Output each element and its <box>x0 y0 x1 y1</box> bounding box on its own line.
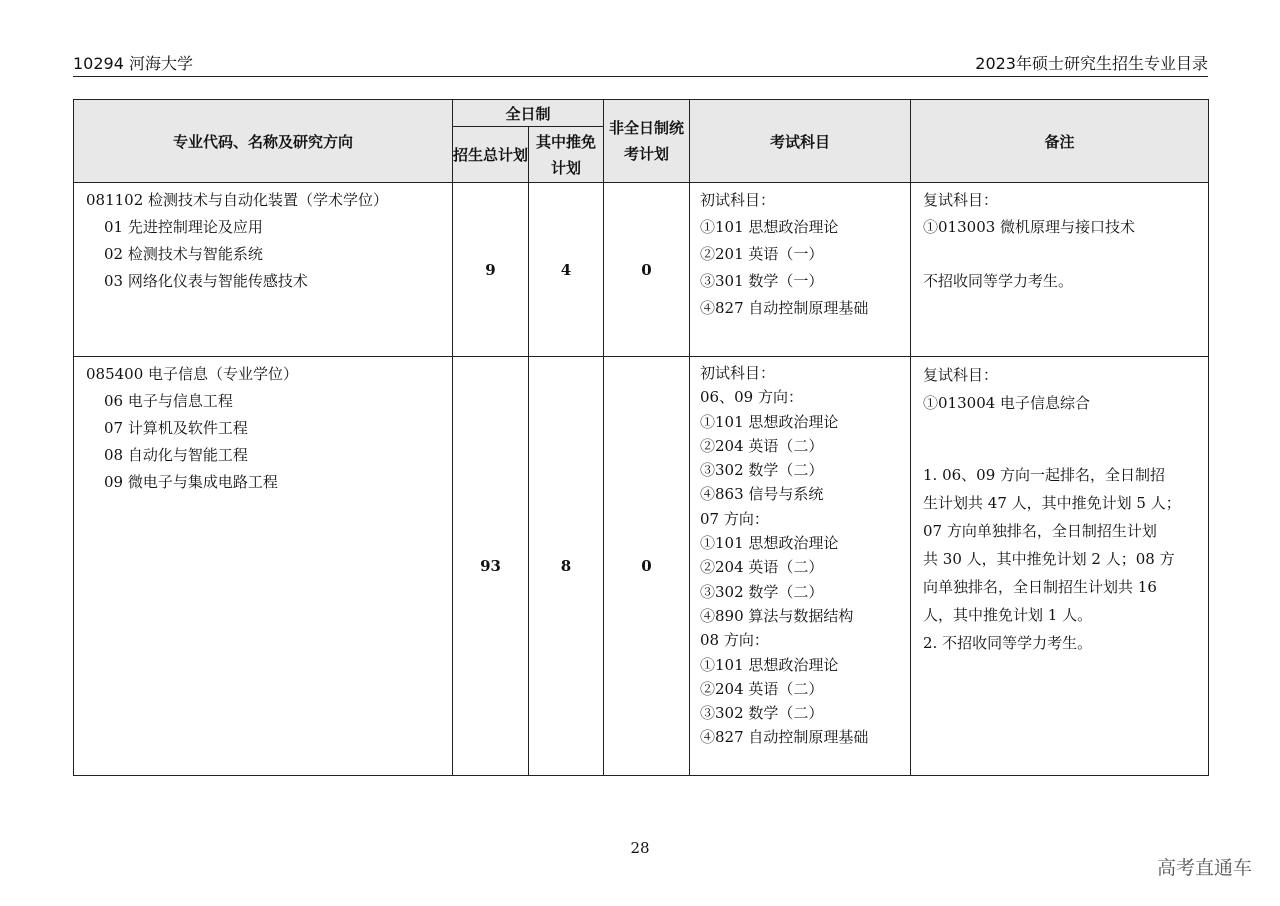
exam-line: ①101 思想政治理论 <box>700 534 839 553</box>
exam-line: ①101 思想政治理论 <box>700 655 839 674</box>
header-parttime: 非全日制统考计划 <box>604 100 690 183</box>
retest-subject: ①013003 微机原理与接口技术 <box>923 218 1136 236</box>
parttime-value: 0 <box>604 183 690 357</box>
exam-line: 08 方向： <box>700 631 769 650</box>
notes-cell <box>911 183 1209 357</box>
notes-cell <box>911 357 1209 776</box>
header-notes: 备注 <box>911 100 1209 183</box>
admission-catalog-table <box>73 99 1209 776</box>
exam-cell <box>690 357 911 776</box>
note-line: 1. 06、09 方向一起排名，全日制招 <box>923 466 1166 484</box>
exam-line: ④863 信号与系统 <box>700 485 824 504</box>
exam-line: 07 方向： <box>700 509 769 528</box>
quota-value: 9 <box>453 183 529 357</box>
parttime-value: 0 <box>604 357 690 776</box>
note-line: 向单独排名，全日制招生计划共 16 <box>923 578 1157 596</box>
table-row <box>74 183 1209 357</box>
exam-line: ②204 英语（二） <box>700 436 824 455</box>
exam-line: ③302 数学（二） <box>700 461 824 480</box>
header-exam: 考试科目 <box>690 100 911 183</box>
exam-line: 初试科目： <box>700 364 776 382</box>
exam-line: ②204 英语（二） <box>700 558 824 577</box>
direction-item: 07 计算机及软件工程 <box>104 419 248 437</box>
watermark-text: 高考直通车 <box>1156 857 1252 879</box>
exam-line: 初试科目： <box>700 191 776 209</box>
header-exempt: 其中推免计划 <box>529 127 604 183</box>
direction-item: 08 自动化与智能工程 <box>104 446 248 464</box>
exam-line: ③302 数学（二） <box>700 704 824 723</box>
exam-line: ④827 自动控制原理基础 <box>700 299 869 317</box>
exam-line: ③301 数学（一） <box>700 272 824 290</box>
exam-line: ③302 数学（二） <box>700 582 824 601</box>
retest-title: 复试科目： <box>923 191 999 209</box>
major-name: 085400 电子信息（专业学位） <box>86 365 299 383</box>
note-line: 共 30 人，其中推免计划 2 人；08 方 <box>923 550 1175 568</box>
direction-item: 02 检测技术与智能系统 <box>104 245 263 263</box>
table-row <box>74 357 1209 776</box>
exam-line: ②201 英语（一） <box>700 245 824 263</box>
exam-line: 06、09 方向： <box>700 388 803 407</box>
retest-subject: ①013004 电子信息综合 <box>923 394 1091 412</box>
note-line: 人，其中推免计划 1 人。 <box>923 606 1093 624</box>
header-quota: 招生总计划 <box>453 127 529 183</box>
exam-line: ④890 算法与数据结构 <box>700 606 854 625</box>
note-line: 生计划共 47 人，其中推免计划 5 人； <box>923 494 1181 512</box>
exam-line: ②204 英语（二） <box>700 679 824 698</box>
major-name: 081102 检测技术与自动化装置（学术学位） <box>86 191 389 209</box>
page-number: 28 <box>630 839 650 857</box>
note-line: 不招收同等学力考生。 <box>923 272 1074 290</box>
note-line: 2. 不招收同等学力考生。 <box>923 634 1093 652</box>
exam-line: ①101 思想政治理论 <box>700 218 839 236</box>
direction-item: 03 网络化仪表与智能传感技术 <box>104 272 308 290</box>
major-cell <box>74 357 453 776</box>
direction-item: 09 微电子与集成电路工程 <box>104 473 278 491</box>
major-cell <box>74 183 453 357</box>
exam-line: ④827 自动控制原理基础 <box>700 728 869 747</box>
note-line: 07 方向单独排名，全日制招生计划 <box>923 522 1157 540</box>
retest-title: 复试科目： <box>923 366 999 384</box>
direction-item: 06 电子与信息工程 <box>104 392 233 410</box>
university-label: 10294 河海大学 <box>73 54 193 73</box>
exam-line: ①101 思想政治理论 <box>700 412 839 431</box>
header-major: 专业代码、名称及研究方向 <box>74 100 453 183</box>
catalog-title: 2023年硕士研究生招生专业目录 <box>975 54 1208 73</box>
quota-value: 93 <box>453 357 529 776</box>
page-header <box>73 48 1208 77</box>
header-fulltime: 全日制 <box>453 100 604 127</box>
direction-item: 01 先进控制理论及应用 <box>104 218 263 236</box>
exempt-value: 4 <box>529 183 604 357</box>
exam-cell <box>690 183 911 357</box>
exempt-value: 8 <box>529 357 604 776</box>
